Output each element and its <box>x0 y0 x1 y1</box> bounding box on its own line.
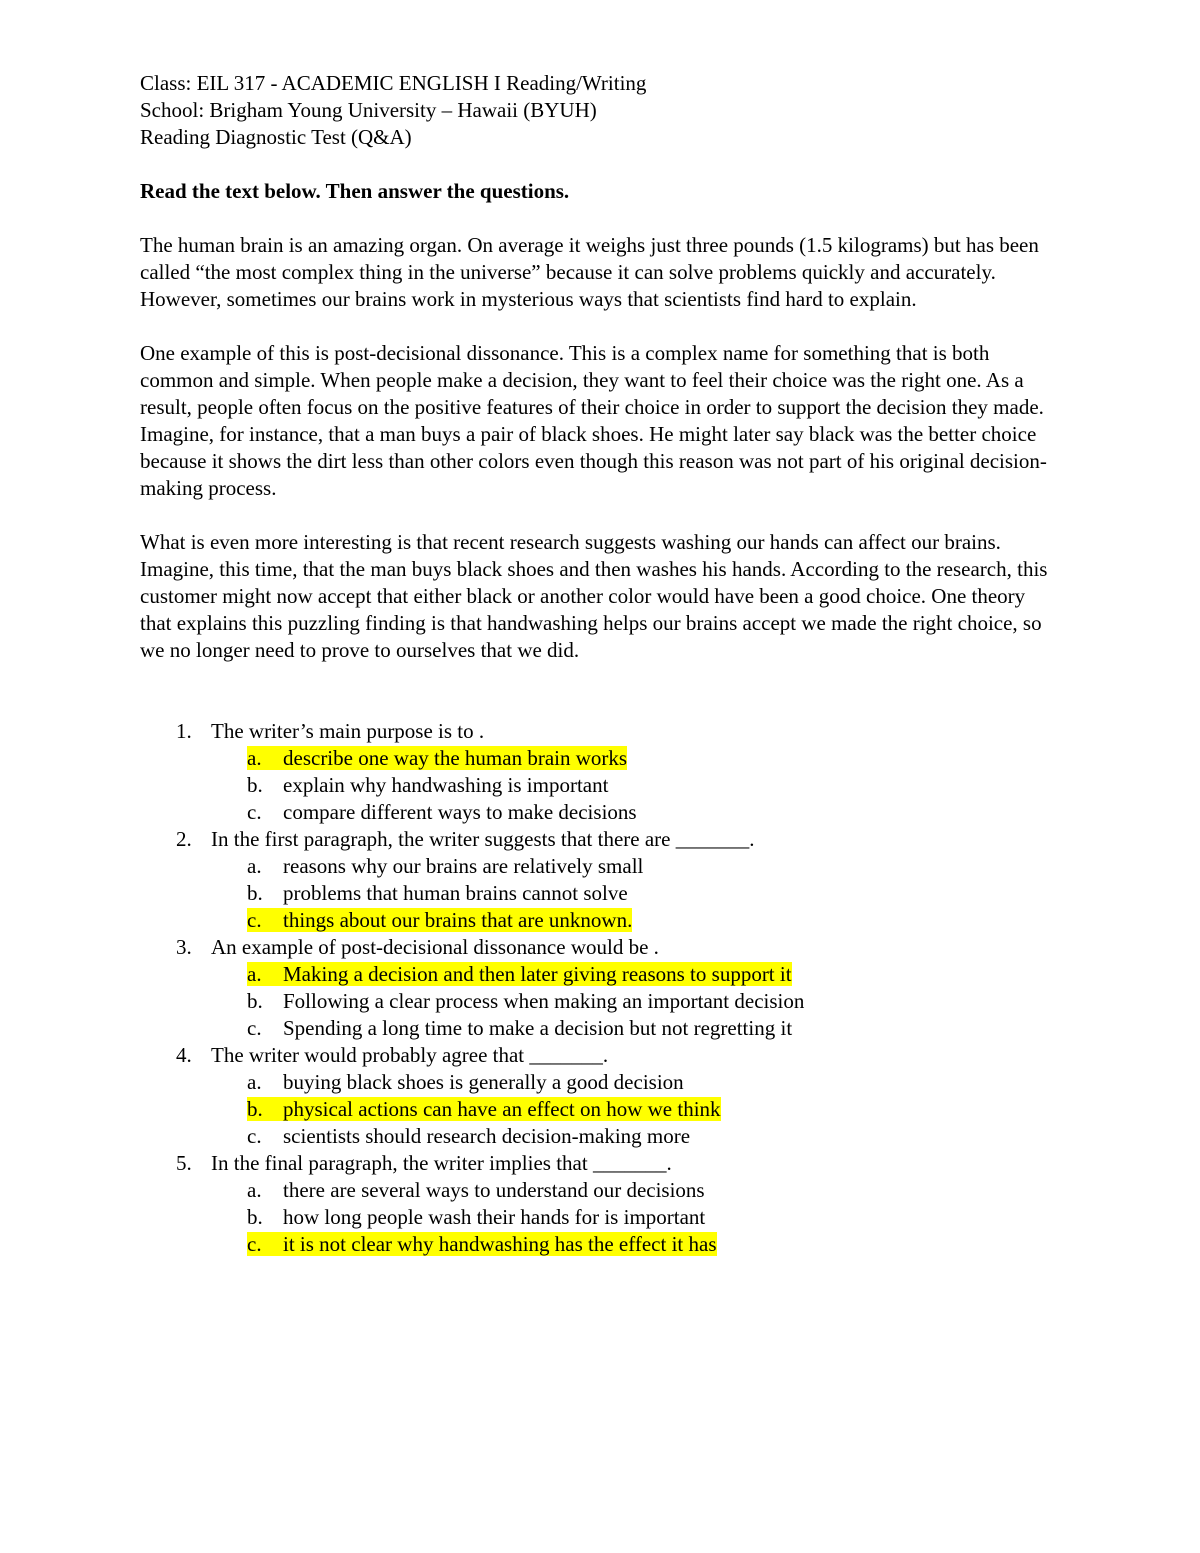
instruction-text: Read the text below. Then answer the questions. <box>140 179 570 203</box>
answer-option <box>247 1123 1060 1150</box>
option-text: buying black shoes is generally a good decision <box>283 1070 684 1094</box>
passage-paragraph-2: One example of this is post-decisional dissonance. This is a complex name for something that is both common and simple. When people make a decision, they want to feel their choice was the right one. As a result, people often focus on the positive features of their choice in order to support the decision they made. Imagine, for instance, that a man buys a pair of black shoes. He might later say black was the better choice because it shows the dirt less than other colors even though this reason was not part of his original decision- making process. <box>140 341 1047 500</box>
question-3 <box>140 934 1060 1042</box>
question-stem: The writer would probably agree that _______. <box>211 1043 609 1067</box>
question-number: 4. <box>176 1043 192 1067</box>
document-page <box>140 70 1060 1258</box>
test-title: Reading Diagnostic Test (Q&A) <box>140 125 412 149</box>
answer-option-highlighted <box>247 1096 1060 1123</box>
option-letter: a. <box>247 1178 262 1202</box>
passage-paragraph-3: What is even more interesting is that recent research suggests washing our hands can affect our brains. Imagine, this time, that the man buys black shoes and then washes his hands. According to the research, this customer might now accept that either black or another color would have been a good choice. One theory that explains this puzzling finding is that handwashing helps our brains accept we made the right choice, so we no longer need to prove to ourselves that we did. <box>140 530 1048 662</box>
answer-option <box>247 1177 1060 1204</box>
option-letter: a. <box>247 962 262 986</box>
answer-options <box>211 1177 1060 1258</box>
answer-option <box>247 853 1060 880</box>
option-text: problems that human brains cannot solve <box>283 881 628 905</box>
question-stem: In the final paragraph, the writer implies that _______. <box>211 1151 672 1175</box>
option-letter: c. <box>247 1124 262 1148</box>
option-text: Following a clear process when making an important decision <box>283 989 805 1013</box>
answer-option <box>247 799 1060 826</box>
question-5 <box>140 1150 1060 1258</box>
answer-options <box>211 853 1060 934</box>
question-number: 5. <box>176 1151 192 1175</box>
question-stem: In the first paragraph, the writer suggests that there are _______. <box>211 827 755 851</box>
question-number: 2. <box>176 827 192 851</box>
option-text: explain why handwashing is important <box>283 773 609 797</box>
option-letter: b. <box>247 1205 263 1229</box>
option-text: scientists should research decision-making more <box>283 1124 691 1148</box>
question-stem: An example of post-decisional dissonance would be . <box>211 935 659 959</box>
question-4 <box>140 1042 1060 1150</box>
passage-paragraph-1: The human brain is an amazing organ. On average it weighs just three pounds (1.5 kilograms) but has been called “the most complex thing in the universe” because it can solve problems quickly and accurately. However, sometimes our brains work in mysterious ways that scientists find hard to explain. <box>140 233 1039 311</box>
answer-option-highlighted <box>247 907 1060 934</box>
answer-options <box>211 745 1060 826</box>
option-text: Making a decision and then later giving reasons to support it <box>283 962 792 986</box>
answer-option <box>247 1069 1060 1096</box>
question-number: 3. <box>176 935 192 959</box>
option-text: Spending a long time to make a decision but not regretting it <box>283 1016 793 1040</box>
option-letter: b. <box>247 1097 263 1121</box>
option-text: there are several ways to understand our decisions <box>283 1178 705 1202</box>
option-text: things about our brains that are unknown. <box>283 908 633 932</box>
answer-options <box>211 1069 1060 1150</box>
option-text: how long people wash their hands for is important <box>283 1205 706 1229</box>
question-list <box>140 718 1060 1258</box>
question-stem: The writer’s main purpose is to . <box>211 719 485 743</box>
option-letter: a. <box>247 854 262 878</box>
answer-options <box>211 961 1060 1042</box>
answer-option-highlighted <box>247 745 1060 772</box>
answer-option <box>247 772 1060 799</box>
answer-option <box>247 988 1060 1015</box>
question-number: 1. <box>176 719 192 743</box>
option-text: it is not clear why handwashing has the effect it has <box>283 1232 717 1256</box>
answer-option <box>247 1015 1060 1042</box>
option-text: reasons why our brains are relatively small <box>283 854 644 878</box>
option-text: physical actions can have an effect on how we think <box>283 1097 721 1121</box>
option-letter: a. <box>247 746 262 770</box>
option-letter: a. <box>247 1070 262 1094</box>
school-line: School: Brigham Young University – Hawaii (BYUH) <box>140 98 597 122</box>
answer-option-highlighted <box>247 961 1060 988</box>
question-2 <box>140 826 1060 934</box>
option-letter: b. <box>247 881 263 905</box>
answer-option <box>247 880 1060 907</box>
option-letter: c. <box>247 800 262 824</box>
option-letter: c. <box>247 1232 262 1256</box>
option-letter: b. <box>247 773 263 797</box>
question-1 <box>140 718 1060 826</box>
class-line: Class: EIL 317 - ACADEMIC ENGLISH I Reading/Writing <box>140 71 647 95</box>
option-letter: c. <box>247 1016 262 1040</box>
answer-option-highlighted <box>247 1231 1060 1258</box>
answer-option <box>247 1204 1060 1231</box>
option-text: describe one way the human brain works <box>283 746 628 770</box>
option-text: compare different ways to make decisions <box>283 800 637 824</box>
option-letter: b. <box>247 989 263 1013</box>
option-letter: c. <box>247 908 262 932</box>
